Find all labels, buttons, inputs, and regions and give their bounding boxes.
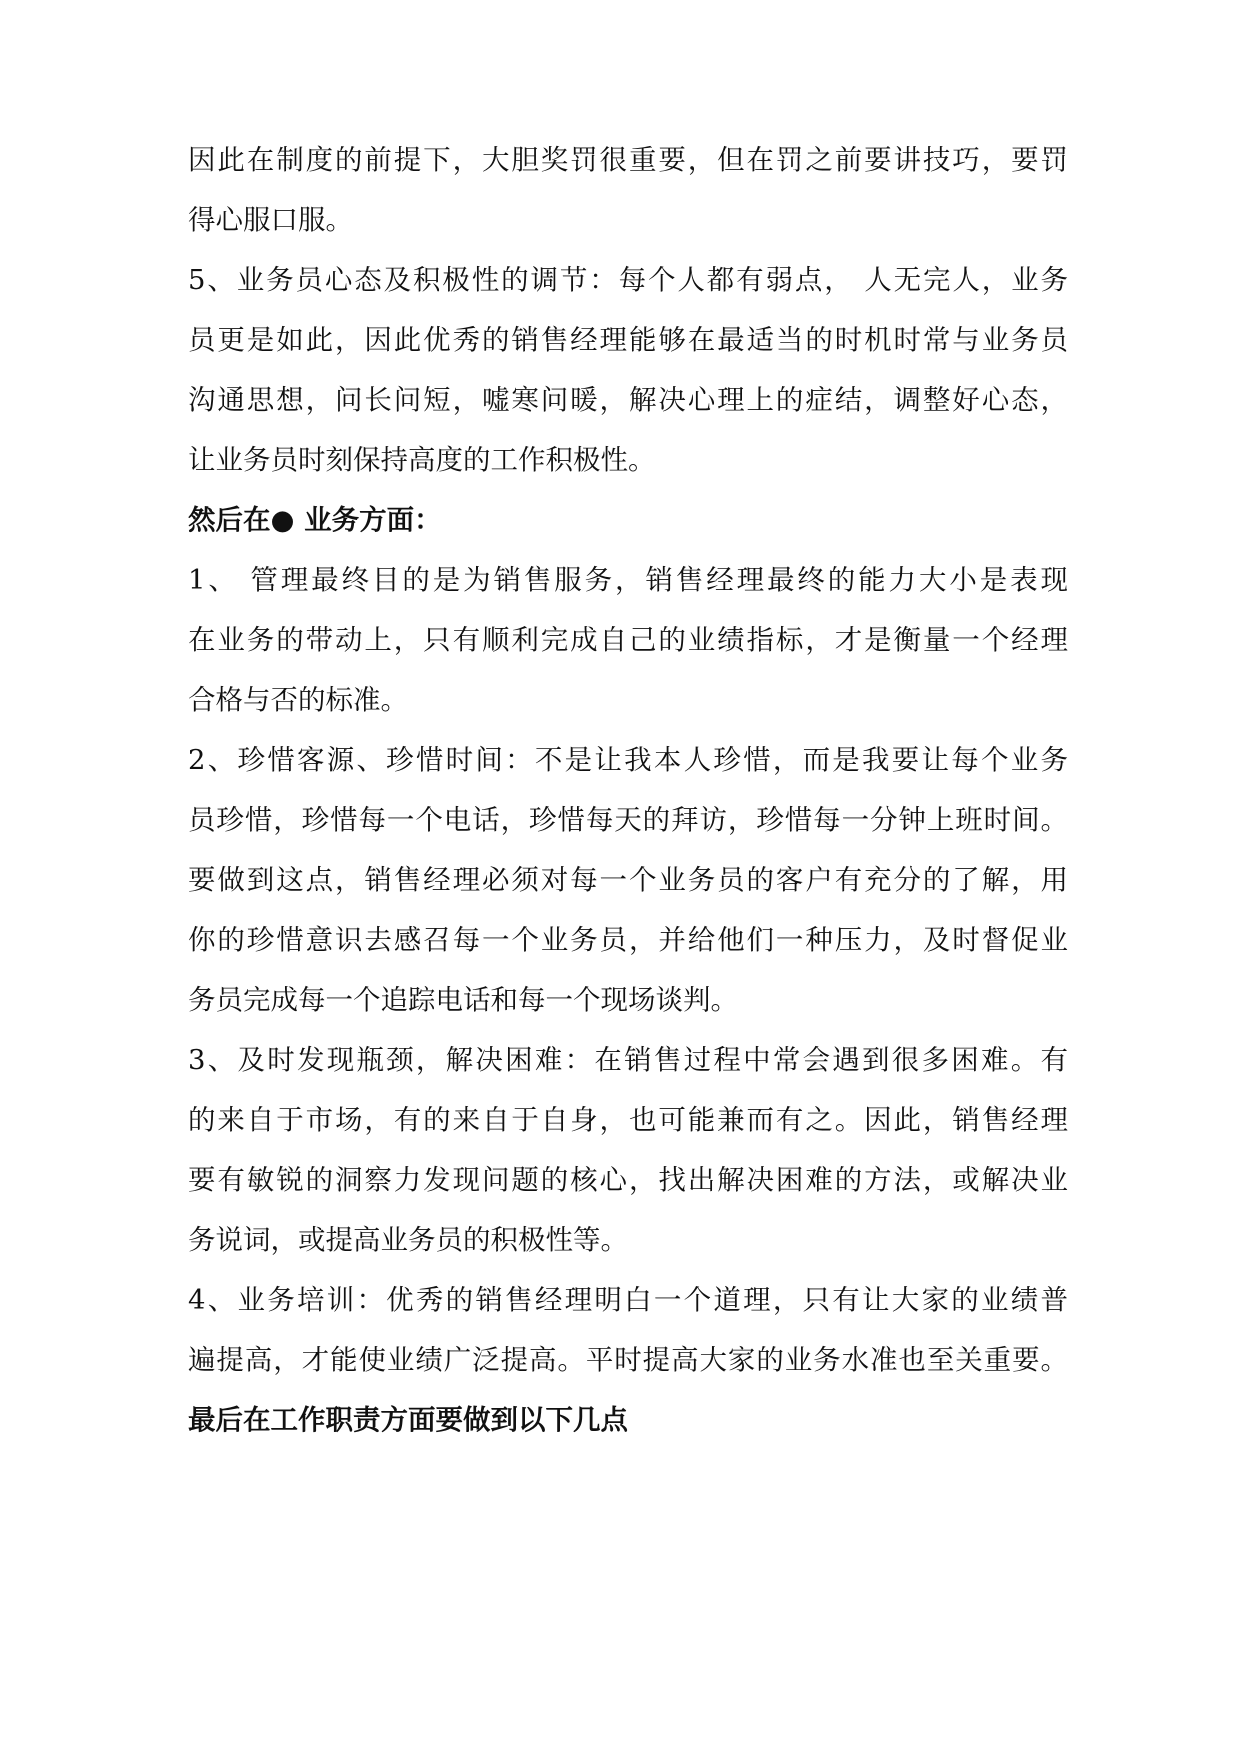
body-text-line: 要有敏锐的洞察力发现问题的核心，找出解决困难的方法，或解决业 [188,1164,1068,1196]
body-text-line: 员更是如此，因此优秀的销售经理能够在最适当的时机时常与业务员 [188,324,1068,356]
body-text-line: 要做到这点，销售经理必须对每一个业务员的客户有充分的了解，用 [188,864,1068,896]
body-text-line: 让业务员时刻保持高度的工作积极性。 [188,444,656,476]
body-text-line: 得心服口服。 [188,204,353,236]
body-text-line: 4、业务培训：优秀的销售经理明白一个道理，只有让大家的业绩普 [188,1284,1068,1316]
body-text-line: 的来自于市场，有的来自于自身，也可能兼而有之。因此，销售经理 [188,1104,1068,1136]
body-text-line: 遍提高，才能使业绩广泛提高。平时提高大家的业务水准也至关重要。 [188,1344,1068,1376]
body-text-line: 合格与否的标准。 [188,684,408,716]
body-text-line: 1、 管理最终目的是为销售服务，销售经理最终的能力大小是表现 [188,564,1068,596]
body-text-line: 5、业务员心态及积极性的调节：每个人都有弱点， 人无完人，业务 [188,264,1068,296]
body-text-line: 3、及时发现瓶颈，解决困难：在销售过程中常会遇到很多困难。有 [188,1044,1068,1076]
section-heading: 最后在工作职责方面要做到以下几点 [188,1404,628,1436]
section-heading: 然后在● 业务方面： [188,504,442,536]
body-text-line: 务员完成每一个追踪电话和每一个现场谈判。 [188,984,738,1016]
body-text-line: 你的珍惜意识去感召每一个业务员，并给他们一种压力，及时督促业 [188,924,1068,956]
body-text-line: 在业务的带动上，只有顺利完成自己的业绩指标，才是衡量一个经理 [188,624,1068,656]
body-text-line: 务说词，或提高业务员的积极性等。 [188,1224,628,1256]
body-text-line: 员珍惜，珍惜每一个电话，珍惜每天的拜访，珍惜每一分钟上班时间。 [188,804,1068,836]
body-text-line: 因此在制度的前提下，大胆奖罚很重要，但在罚之前要讲技巧，要罚 [188,144,1068,176]
body-text-line: 2、珍惜客源、珍惜时间：不是让我本人珍惜，而是我要让每个业务 [188,744,1068,776]
body-text-line: 沟通思想，问长问短，嘘寒问暖，解决心理上的症结，调整好心态， [188,384,1068,416]
